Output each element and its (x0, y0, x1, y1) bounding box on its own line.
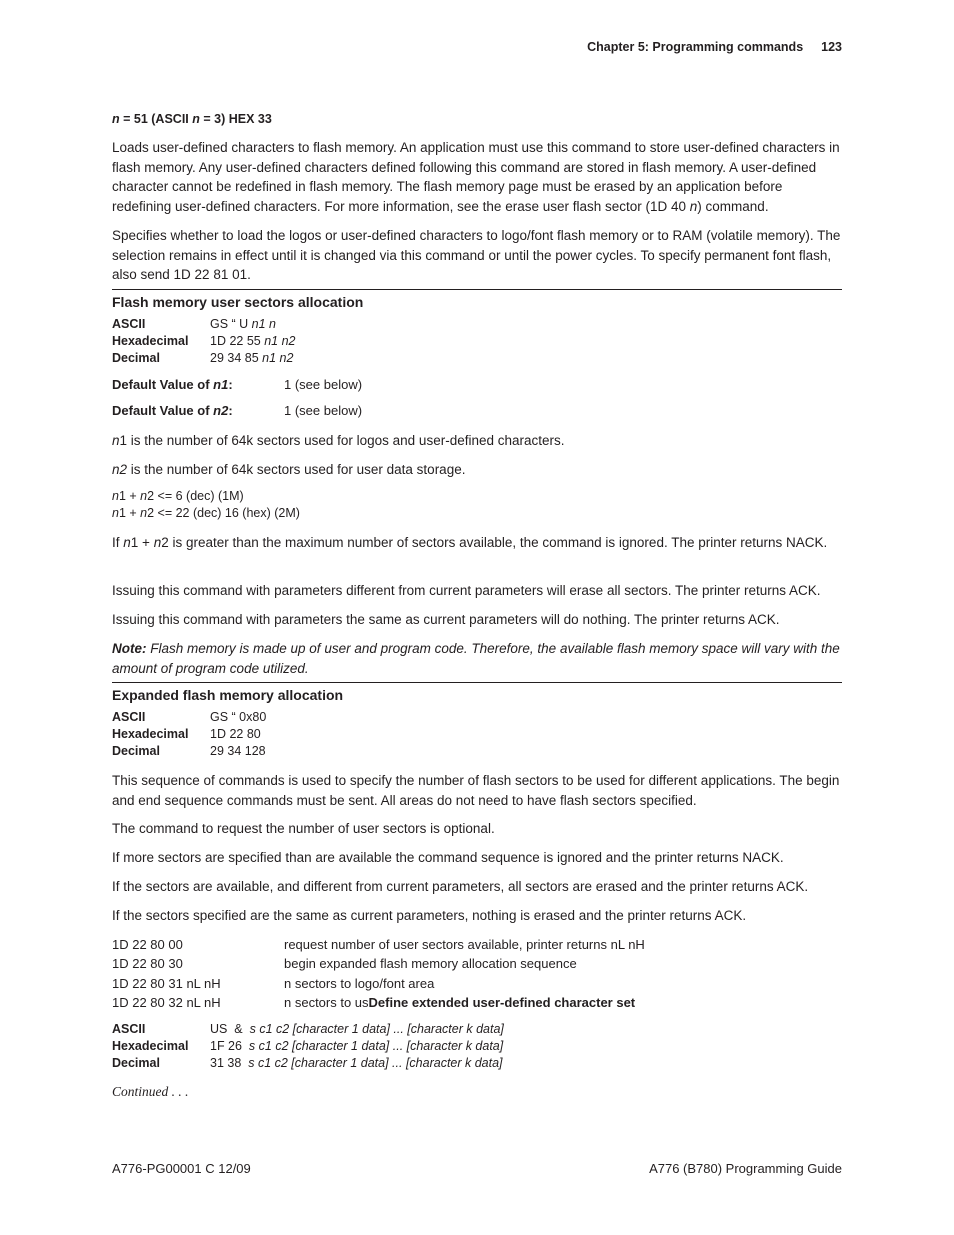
section-divider (112, 682, 842, 683)
intro-paragraph-2: Specifies whether to load the logos or user-defined characters to logo/font flash memory or to RAM (volatile memory). The selection remains in effect until it is changed via this command or until the power cycles. To specify permanent font flash, also send 1D 22 81 01. (112, 228, 841, 282)
decimal-row: Decimal 29 34 128 (112, 744, 266, 758)
note-paragraph: Note: Flash memory is made up of user and program code. Therefore, the available flash memory space will vary with the amount of program code utilized. (112, 641, 840, 676)
expanded-paragraph-2: The command to request the number of user sectors is optional. (112, 821, 495, 836)
ascii-row: ASCII GS “ U n1 n (112, 317, 277, 331)
page-number: 123 (821, 40, 842, 54)
document-page (112, 0, 842, 1235)
chapter-title: Chapter 5: Programming commands (587, 40, 804, 54)
continued-note: Continued . . . (112, 1084, 189, 1099)
section-title-expanded: Expanded flash memory allocation (112, 687, 344, 703)
expanded-paragraph-1: This sequence of commands is used to specify the number of flash sectors to be used for different applications. The begin and end sequence commands must be sent. All areas do not need to have flash sectors specified. (112, 773, 840, 808)
equation-1m: n1 + n2 <= 6 (dec) (1M) (112, 489, 244, 503)
command-row: 1D 22 80 31 nL nH n sectors to logo/font area (112, 976, 435, 991)
command-row: 1D 22 80 00 request number of user sectors available, printer returns nL nH (112, 937, 645, 952)
footer-guide-title: A776 (B780) Programming Guide (649, 1161, 842, 1176)
issue-different-paragraph: Issuing this command with parameters different from current parameters will erase all sectors. The printer returns ACK. (112, 583, 821, 598)
section-title-flash-alloc: Flash memory user sectors allocation (112, 294, 364, 310)
n2-description: n2 is the number of 64k sectors used for user data storage. (112, 462, 466, 477)
issue-same-paragraph: Issuing this command with parameters the same as current parameters will do nothing. The printer returns ACK. (112, 612, 780, 627)
decimal-row: Decimal 31 38 s c1 c2 [character 1 data] ... [character k data] (112, 1056, 503, 1070)
subcommand-heading: n = 51 (ASCII n = 3) HEX 33 (112, 112, 272, 126)
intro-paragraph-1: Loads user-defined characters to flash memory. An application must use this command to store user-defined characters in flash memory. Any user-defined characters defined following this command are stored in flash memory. A user-defined character cannot be redefined in flash memory. The flash memory page must be erased by an application before redefining user-defined characters. For more information, see the erase user flash sector (1D 40 n) command. (112, 140, 840, 214)
expanded-paragraph-5: If the sectors specified are the same as current parameters, nothing is erased and the printer returns ACK. (112, 908, 747, 923)
command-row: 1D 22 80 32 nL nH n sectors to usDefine extended user-defined character set (112, 995, 636, 1010)
hex-row: Hexadecimal 1F 26 s c1 c2 [character 1 data] ... [character k data] (112, 1039, 504, 1053)
expanded-paragraph-4: If the sectors are available, and different from current parameters, all sectors are erased and the printer returns ACK. (112, 879, 809, 894)
default-n2: Default Value of n2: 1 (see below) (112, 403, 363, 418)
section-divider (112, 289, 842, 290)
decimal-row: Decimal 29 34 85 n1 n2 (112, 351, 294, 365)
exceed-paragraph: If n1 + n2 is greater than the maximum number of sectors available, the command is ignored. The printer returns NACK. (112, 535, 828, 550)
footer-doc-number: A776-PG00001 C 12/09 (112, 1161, 251, 1176)
hex-row: Hexadecimal 1D 22 55 n1 n2 (112, 334, 296, 348)
command-row: 1D 22 80 30 begin expanded flash memory allocation sequence (112, 956, 577, 971)
expanded-paragraph-3: If more sectors are specified than are available the command sequence is ignored and the printer returns NACK. (112, 850, 784, 865)
default-n1: Default Value of n1: 1 (see below) (112, 377, 363, 392)
hex-row: Hexadecimal 1D 22 80 (112, 727, 261, 741)
equation-2m: n1 + n2 <= 22 (dec) 16 (hex) (2M) (112, 506, 300, 520)
ascii-row: ASCII US & s c1 c2 [character 1 data] ... [character k data] (112, 1022, 504, 1036)
running-header (587, 40, 842, 54)
ascii-row: ASCII GS “ 0x80 (112, 710, 267, 724)
n1-description: n1 is the number of 64k sectors used for logos and user-defined characters. (112, 433, 565, 448)
